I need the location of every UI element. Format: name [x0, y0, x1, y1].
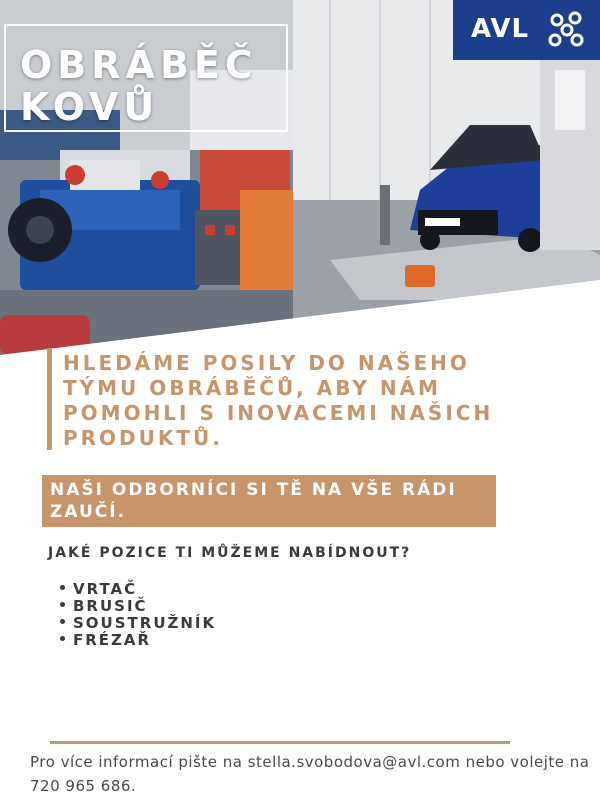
position-label: BRUSIČ — [73, 597, 148, 615]
logo-mark-icon — [545, 10, 589, 50]
positions-list — [60, 581, 216, 649]
positions-heading: JAKÉ POZICE TI MŮŽEME NABÍDNOUT? — [48, 545, 412, 561]
position-item — [60, 632, 216, 649]
title-line-1: OBRÁBĚČ — [20, 43, 258, 87]
title-frame — [4, 24, 288, 132]
position-label: FRÉZAŘ — [73, 631, 152, 649]
contact-info: Pro více informací pište na stella.svobodova@avl.com nebo volejte na 720 965 686. — [30, 753, 590, 795]
headline-accent-bar — [47, 348, 52, 450]
bullet-icon — [60, 619, 65, 624]
logo-text: AVL — [471, 14, 530, 44]
position-label: SOUSTRUŽNÍK — [73, 614, 217, 632]
position-item — [60, 581, 216, 598]
bullet-icon — [60, 585, 65, 590]
footer-divider — [50, 741, 510, 744]
title-line-2: KOVŮ — [20, 85, 160, 129]
bullet-icon — [60, 602, 65, 607]
training-banner — [42, 475, 496, 527]
position-item — [60, 598, 216, 615]
hero-image — [0, 0, 600, 355]
position-item — [60, 615, 216, 632]
training-banner-text: NAŠI ODBORNÍCI SI TĚ NA VŠE RÁDI ZAUČÍ. — [50, 480, 457, 522]
position-label: VRTAČ — [73, 580, 138, 598]
avl-logo — [453, 0, 600, 60]
headline: HLEDÁME POSILY DO NAŠEHO TÝMU OBRÁBĚČŮ, ABY NÁM POMOHLI S INOVACEMI NAŠICH PRODUKTŮ. — [63, 351, 494, 450]
bullet-icon — [60, 636, 65, 641]
